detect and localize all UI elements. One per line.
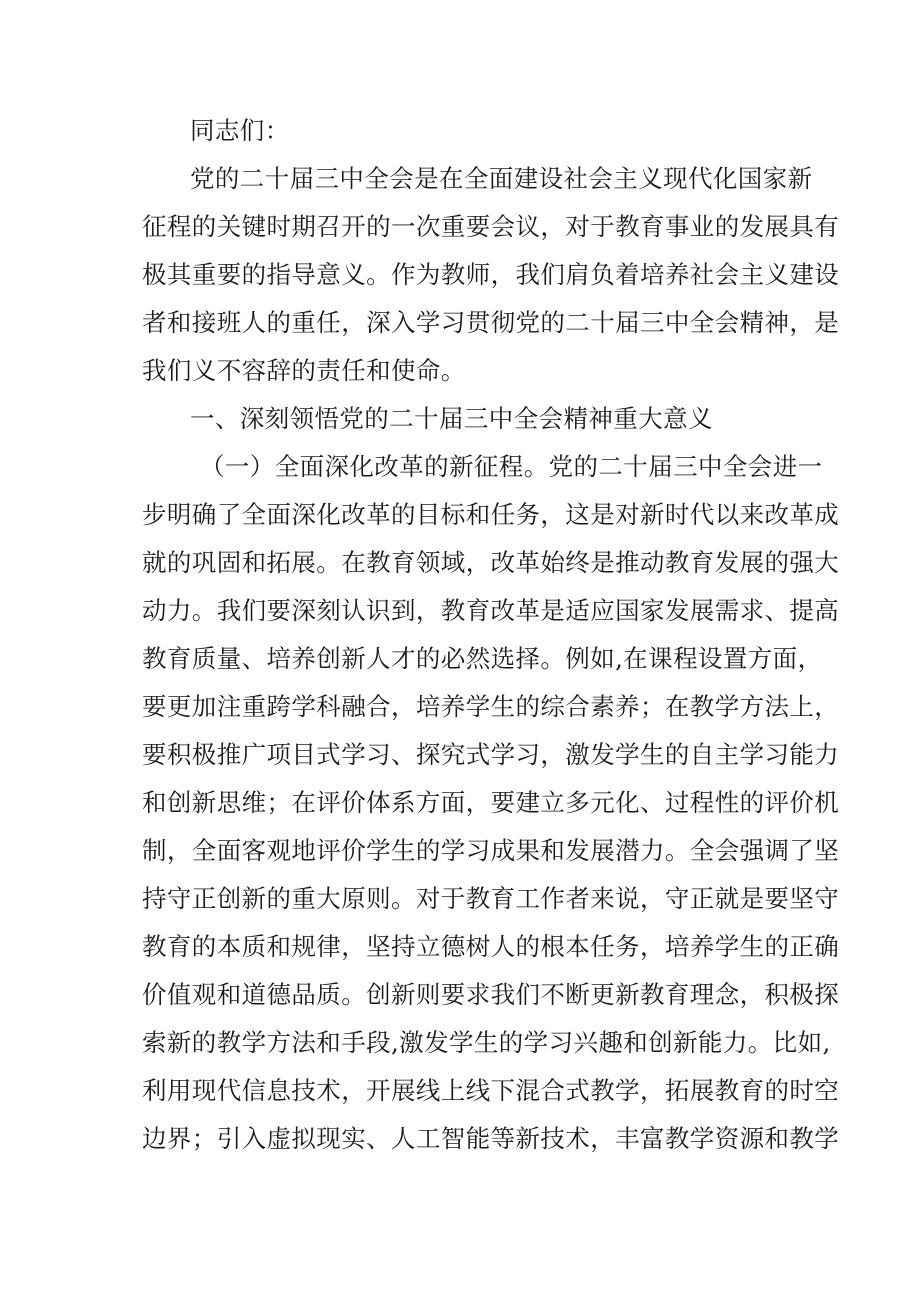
sub-line-12: 价值观和道德品质。创新则要求我们不断更新教育理念，积极探 (142, 980, 840, 1009)
sub-line-7: 要积极推广项目式学习、探究式学习，激发学生的自主学习能力 (142, 740, 840, 769)
intro-line-1: 党的二十届三中全会是在全面建设社会主义现代化国家新 (190, 164, 813, 193)
intro-line-4: 者和接班人的重任，深入学习贯彻党的二十届三中全会精神，是 (142, 308, 840, 337)
sub-line-15: 边界；引入虚拟现实、人工智能等新技术，丰富教学资源和教学 (142, 1124, 840, 1153)
sub-line-4: 动力。我们要深刻认识到，教育改革是适应国家发展需求、提高 (142, 596, 840, 625)
sub-line-6: 要更加注重跨学科融合，培养学生的综合素养；在教学方法上， (142, 692, 840, 721)
sub-line-8: 和创新思维；在评价体系方面，要建立多元化、过程性的评价机 (142, 788, 840, 817)
sub-line-5: 教育质量、培养创新人才的必然选择。例如,在课程设置方面， (142, 644, 823, 673)
sub-line-11: 教育的本质和规律，坚持立德树人的根本任务，培养学生的正确 (142, 932, 840, 961)
sub-line-14: 利用现代信息技术，开展线上线下混合式教学，拓展教育的时空 (142, 1076, 840, 1105)
sub-line-9: 制，全面客观地评价学生的学习成果和发展潜力。全会强调了坚 (142, 836, 840, 865)
salutation: 同志们： (190, 116, 290, 145)
sub-line-10: 持守正创新的重大原则。对于教育工作者来说，守正就是要坚守 (142, 884, 840, 913)
sub-line-3: 就的巩固和拓展。在教育领域，改革始终是推动教育发展的强大 (142, 548, 840, 577)
sub-line-1: （一）全面深化改革的新征程。党的二十届三中全会进一 (200, 452, 823, 481)
intro-line-5: 我们义不容辞的责任和使命。 (142, 356, 466, 385)
intro-line-3: 极其重要的指导意义。作为教师，我们肩负着培养社会主义建设 (142, 260, 840, 289)
sub-line-2: 步明确了全面深化改革的目标和任务，这是对新时代以来改革成 (142, 500, 840, 529)
sub-line-13: 索新的教学方法和手段,激发学生的学习兴趣和创新能力。比如, (142, 1028, 831, 1057)
section-heading: 一、深刻领悟党的二十届三中全会精神重大意义 (190, 404, 713, 433)
intro-line-2: 征程的关键时期召开的一次重要会议，对于教育事业的发展具有 (142, 212, 840, 241)
